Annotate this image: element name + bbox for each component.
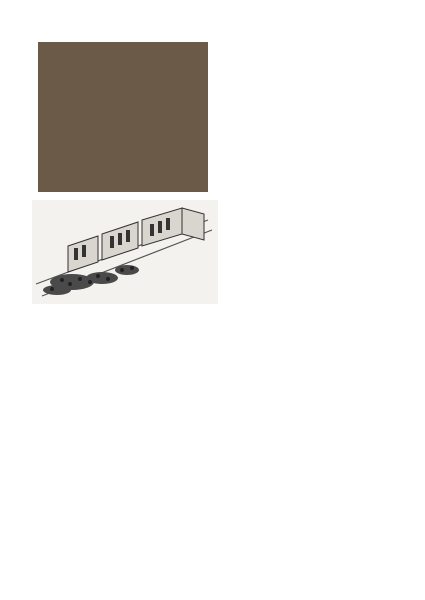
border-top <box>0 2 425 24</box>
rescue-block <box>30 200 395 318</box>
border-left <box>2 24 24 576</box>
intro-block <box>30 42 395 192</box>
train-with-cats-illustration <box>32 200 218 304</box>
document-page <box>30 28 395 573</box>
border-right <box>401 24 423 576</box>
border-bottom <box>0 576 425 598</box>
cats-collage-image <box>38 42 208 192</box>
